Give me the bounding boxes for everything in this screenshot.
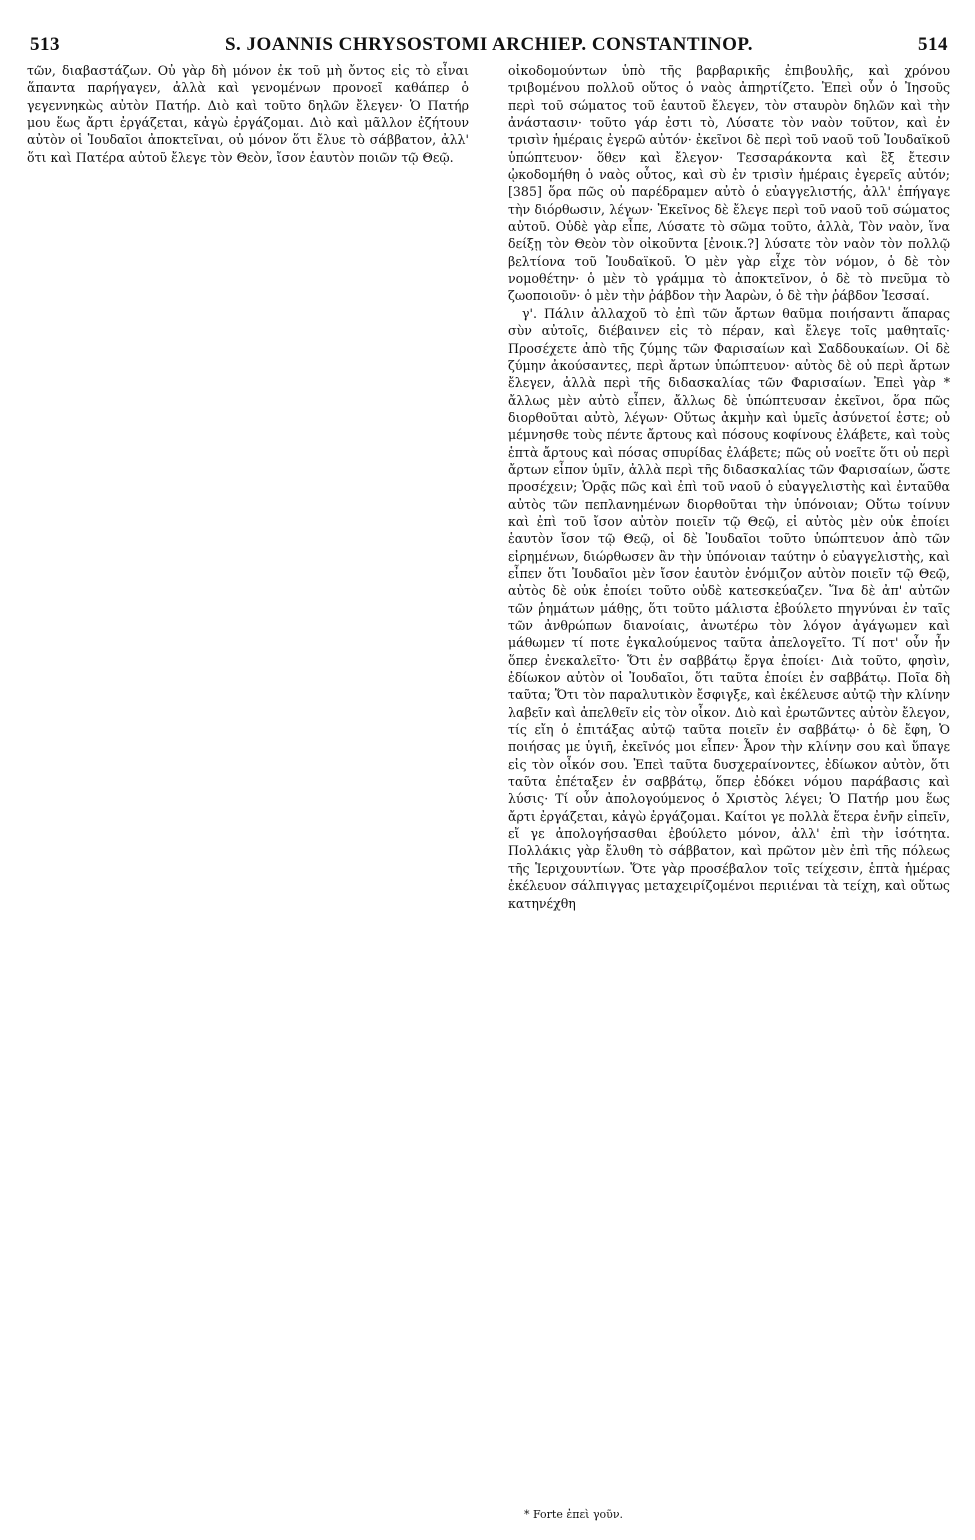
- right-paragraph-1: οἰκοδομούντων ὑπὸ τῆς βαρβαρικῆς ἐπιβουλῆς, καὶ χρόνου τριβομένου πολλοῦ οὕτος ὁ ναὸς ἀπηρτίζετο. Ἐπεὶ οὖν ὁ Ἰησοῦς περὶ τοῦ σώματος τοῦ ἑαυτοῦ ἔλεγεν, τὸν σταυρὸν δηλῶν καὶ τὴν ἀνάστασιν· τοῦτο γάρ ἐστι τὸ, Λύσατε τὸν ναὸν τοῦτον, καὶ ἐν τρισὶν ἡμέραις ἐγερῶ αὐτόν· ἐκεῖνοι δὲ περὶ τοῦ ναοῦ τοῦ Ἰουδαϊκοῦ ὑπώπτευον· ὅθεν καὶ ἔλεγον· Τεσσαράκοντα καὶ ἓξ ἔτεσιν ᾠκοδομήθη ὁ ναὸς οὗτος, καὶ σὺ ἐν τρισὶν ἡμέραις ἐγερεῖς αὐτόν; [385] ὅρα πῶς οὐ παρέδραμεν αὐτὸ ὁ εὐαγγελιστής, ἀλλ' ἐπήγαγε τὴν διόρθωσιν, λέγων· Ἐκεῖνος δὲ ἔλεγε περὶ τοῦ ναοῦ τοῦ σώματος αὐτοῦ. Οὐδὲ γὰρ εἶπε, Λύσατε τὸ σῶμα τοῦτο, ἀλλὰ, Τὸν ναὸν, ἵνα δείξῃ τὸν Θεὸν τὸν οἰκοῦντα [ἐνοικ.?] λύσατε τὸν ναὸν τὸν πολλῷ βελτίονα τοῦ Ἰουδαϊκοῦ. Ὁ μὲν γὰρ εἶχε τὸν νόμον, ὁ δὲ τὸν νομοθέτην· ὁ μὲν τὸ γράμμα τὸ ἀποκτεῖνον, ὁ δὲ τὸ πνεῦμα τὸ ζωοποιοῦν· ὁ μὲν τὴν ῥάβδον τὴν Ἀαρὼν, ὁ δὲ τὴν ῥάβδον Ἰεσσαί.: [508, 63, 950, 304]
- right-paragraph-2: γ'. Πάλιν ἀλλαχοῦ τὸ ἐπὶ τῶν ἄρτων θαῦμα ποιήσαντι ἅπαρας σὺν αὐτοῖς, διέβαινεν εἰς τὸ πέραν, καὶ ἔλεγε τοῖς μαθηταῖς· Προσέχετε ἀπὸ τῆς ζύμης τῶν Φαρισαίων καὶ Σαδδουκαίων. Οἱ δὲ ζύμην ἀκούσαντες, περὶ ἄρτων ὑπώπτευον· αὐτὸς δὲ οὐ περὶ ἄρτων ἔλεγεν, ἀλλὰ περὶ τῆς διδασκαλίας τῶν Φαρισαίων. Ἐπεὶ γὰρ * ἄλλως μὲν αὐτὸ εἶπεν, ἄλλως δὲ ὑπώπτευσαν ἐκεῖνοι, ὅρα πῶς διορθοῦται αὐτὸ, λέγων· Οὕτως ἀκμὴν καὶ ὑμεῖς ἀσύνετοί ἐστε; οὐ μέμνησθε τοὺς πέντε ἄρτους καὶ πόσους κοφίνους ἐλάβετε, καὶ τοὺς ἑπτὰ ἄρτους καὶ πόσας σπυρίδας ἐλάβετε; πῶς οὐ νοεῖτε ὅτι οὐ περὶ ἄρτων εἶπον ὑμῖν, ἀλλὰ περὶ τῆς διδασκαλίας τῶν Φαρισαίων, ὥστε προσέχειν; Ὁρᾷς πῶς καὶ ἐπὶ τοῦ ναοῦ ὁ εὐαγγελιστὴς καὶ ἐνταῦθα αὐτὸς τῶν πεπλανημένων διορθοῦται τὴν ὑπόνοιαν; Οὕτω τοίνυν καὶ ἐπὶ τοῦ ἴσον αὐτὸν ποιεῖν τῷ Θεῷ, εἰ αὐτὸς μὲν οὐκ ἐποίει ἑαυτὸν ἴσον τῷ Θεῷ, οἱ δὲ Ἰουδαῖοι τοῦτο ὑπώπτευον ἀπὸ τῶν εἰρημένων, διώρθωσεν ἂν τὴν ὑπόνοιαν ταύτην ὁ εὐαγγελιστὴς, καὶ εἶπεν ὅτι Ἰουδαῖοι μὲν ἴσον ἑαυτὸν ἐνόμιζον αὐτὸν ποιεῖν τῷ Θεῷ, αὐτὸς δὲ οὐκ ἐποίει τοῦτο οὐδὲ κατεσκεύαζεν. Ἵνα δὲ ἀπ' αὐτῶν τῶν ῥημάτων μάθῃς, ὅτι τοῦτο μάλιστα ἐβούλετο πηγνύναι ἐν ταῖς τῶν ἀνθρώπων διανοίαις, ἀνωτέρω τὸν λόγον ἀγάγωμεν καὶ μάθωμεν τί ποτε ἐγκαλούμενος ταῦτα ἀπελογεῖτο. Τί ποτ' οὖν ἦν ὅπερ ἐνεκαλεῖτο· Ὅτι ἐν σαββάτῳ ἔργα ἐποίει· Διὰ τοῦτο, φησὶν, ἐδίωκον αὐτὸν οἱ Ἰουδαῖοι, ὅτι ταῦτα ἐποίει ἐν σαββάτῳ. Ποῖα δὴ ταῦτα; Ὅτι τὸν παραλυτικὸν ἔσφιγξε, καὶ ἐκέλευσε αὐτῷ τὴν κλίνην λαβεῖν καὶ ἀπελθεῖν εἰς τὸν οἶκον. Διὸ καὶ ἐρωτῶντες αὐτὸν ἔλεγον, τίς εἴη ὁ ἐπιτάξας αὐτῷ ταῦτα ποιεῖν ἐν σαββάτῳ· ὁ δὲ ἔφη, Ὁ ποιήσας με ὑγιῆ, ἐκεῖνός μοι εἶπεν· Ἆρον τὴν κλίνην σου καὶ ὕπαγε εἰς τὸν οἶκόν σου. Ἐπεὶ ταῦτα δυσχεραίνοντες, ἐδίωκον αὐτὸν, ὅτι ταῦτα ἐπέταξεν ἐν σαββάτῳ, ὅπερ ἐδόκει νόμου παράβασις καὶ λύσις· Τί οὖν ἀπολογούμενος ὁ Χριστὸς λέγει; Ὁ Πατήρ μου ἕως ἄρτι ἐργάζεται, κἀγὼ ἐργάζομαι. Καίτοι γε πολλὰ ἕτερα ἐνῆν εἰπεῖν, εἴ γε ἀπολογήσασθαι ἐβούλετο μόνον, ἀλλ' ἐπὶ τὴν ἰσότητα. Πολλάκις γὰρ ἔλυθη τὸ σάββατον, καὶ πρῶτον μὲν ἐπὶ τῆς πόλεως τῆς Ἱεριχουντίων. Ὅτε γὰρ προσέβαλον τοῖς τείχεσιν, ἑπτὰ ἡμέρας ἐκέλευον σάλπιγγας μεταχειρίζομένοι περιιέναι τὰ τείχη, καὶ οὕτως κατηνέχθη: [508, 305, 950, 911]
- left-column: [27, 62, 469, 166]
- right-column: [508, 62, 950, 912]
- footnote: [524, 1508, 944, 1521]
- running-title: S. JOANNIS CHRYSOSTOMI ARCHIEP. CONSTANTINOP.: [224, 34, 754, 55]
- left-paragraph-1: τῶν, διαβαστάζων. Οὐ γὰρ δὴ μόνον ἐκ τοῦ μὴ ὄντος εἰς τὸ εἶναι ἅπαντα παρήγαγεν, ἀλλὰ καὶ γενομένων προνοεῖ καθάπερ ὁ γεγεννηκὼς αὐτὸν Πατήρ. Διὸ καὶ τοῦτο δηλῶν ἔλεγεν· Ὁ Πατήρ μου ἕως ἄρτι ἐργάζεται, κἀγὼ ἐργάζομαι. Διὸ καὶ μᾶλλον ἐζήτουν αὐτὸν οἱ Ἰουδαῖοι ἀποκτεῖναι, οὐ μόνον ὅτι ἔλυε τὸ σάββατον, ἀλλ' ὅτι καὶ Πατέρα αὐτοῦ ἔλεγε τὸν Θεὸν, ἴσον ἑαυτὸν ποιῶν τῷ Θεῷ.: [27, 63, 469, 165]
- running-head: [30, 34, 948, 56]
- page-number-left: 513: [30, 34, 60, 55]
- page-number-right: 514: [918, 34, 948, 55]
- footnote-text: * Forte ἐπεὶ γοῦν.: [524, 1508, 624, 1521]
